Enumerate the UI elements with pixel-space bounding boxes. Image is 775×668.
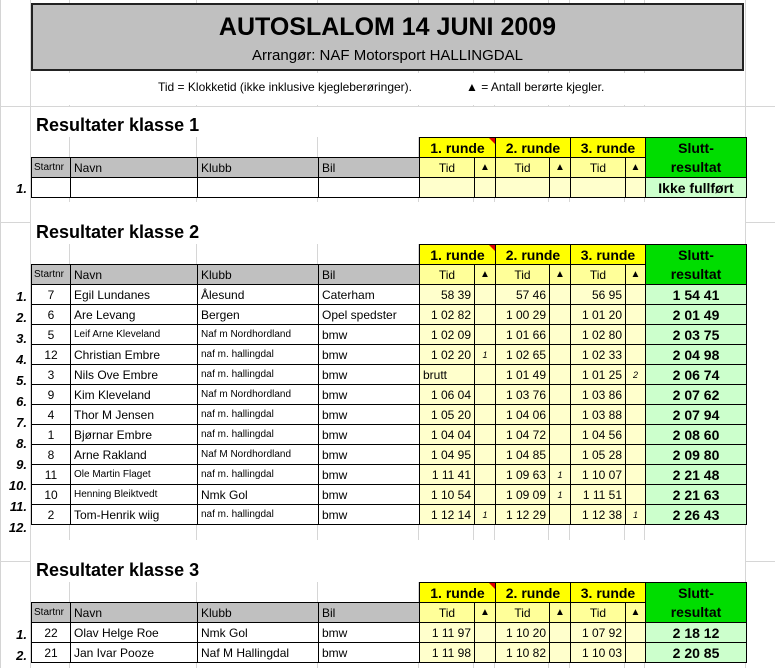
colheader-tid: Tid [420,603,475,623]
startnr-cell[interactable]: 10 [32,485,71,505]
colheader-tid: Tid [496,265,550,285]
result-cell[interactable]: 2 18 12 [646,623,747,643]
tid-cell[interactable]: 1 11 51 [571,485,626,505]
tid-cell[interactable]: 1 01 66 [496,325,550,345]
header-runde3: 3. runde [571,583,646,603]
klubb-cell[interactable]: Nmk Gol [198,485,319,505]
cone-count-cell[interactable] [550,365,571,385]
table-row [32,285,747,305]
rank-label: 1. [16,627,27,642]
bil-cell[interactable]: bmw [319,485,420,505]
startnr-cell[interactable] [32,178,71,198]
cone-count-cell[interactable]: 1 [550,465,571,485]
cone-count-cell[interactable] [475,465,496,485]
tid-cell[interactable]: 1 10 54 [420,485,475,505]
tid-cell[interactable]: 1 04 04 [420,425,475,445]
tid-cell[interactable]: brutt [420,365,475,385]
bil-cell[interactable]: bmw [319,385,420,405]
table-row [32,365,747,385]
startnr-cell[interactable]: 3 [32,365,71,385]
table-row [32,445,747,465]
title-box [31,3,744,71]
bil-cell[interactable]: bmw [319,445,420,465]
rank-label: 5. [16,373,27,388]
table-row [32,623,747,643]
tid-cell[interactable]: 1 02 09 [420,325,475,345]
cone-icon: ▲ [626,158,646,178]
header-slutt-label: Slutt- resultat [670,584,722,620]
tid-cell[interactable]: 1 12 29 [496,505,550,525]
startnr-cell[interactable]: 2 [32,505,71,525]
section-title-klasse1: Resultater klasse 1 [36,115,200,135]
page-subtitle: Arrangør: NAF Motorsport HALLINGDAL [252,47,523,64]
tid-cell[interactable]: 1 12 38 [571,505,626,525]
tid-cell[interactable]: 1 04 56 [571,425,626,445]
cone-count-cell[interactable] [626,325,646,345]
tid-cell[interactable]: 1 05 20 [420,405,475,425]
startnr-cell[interactable]: 8 [32,445,71,465]
cone-count-cell[interactable] [626,643,646,663]
klubb-cell[interactable]: naf m. hallingdal [198,505,319,525]
cone-count-cell[interactable] [550,325,571,345]
page-title: AUTOSLALOM 14 JUNI 2009 [218,13,557,41]
result-cell[interactable]: 2 26 43 [646,505,747,525]
section-title-klasse2: Resultater klasse 2 [36,222,200,242]
cone-count-cell[interactable] [550,445,571,465]
tid-cell[interactable]: 1 04 72 [496,425,550,445]
startnr-cell[interactable]: 5 [32,325,71,345]
cone-count-cell[interactable] [550,405,571,425]
colheader-tid: Tid [420,265,475,285]
cone-count-cell[interactable] [475,405,496,425]
tid-cell[interactable]: 1 03 88 [571,405,626,425]
colheader-navn: Navn [71,265,198,285]
cone-count-cell[interactable] [475,285,496,305]
navn-cell[interactable]: Leif Arne Kleveland [71,325,198,345]
tid-cell[interactable]: 1 00 29 [496,305,550,325]
table-row [32,465,747,485]
navn-cell[interactable]: Thor M Jensen [71,405,198,425]
colheader-tid: Tid [496,158,550,178]
cone-count-cell[interactable] [475,325,496,345]
rank-label: 9. [16,457,27,472]
tid-cell[interactable]: 1 10 20 [496,623,550,643]
bil-cell[interactable]: bmw [319,643,420,663]
cone-count-cell[interactable] [475,425,496,445]
table-row [32,325,747,345]
rank-label: 2. [16,310,27,325]
results-table-klasse2 [31,244,747,525]
rank-label: 1. [16,181,27,196]
cone-count-cell[interactable]: 2 [626,365,646,385]
tid-cell[interactable]: 1 04 06 [496,405,550,425]
startnr-cell[interactable]: 4 [32,405,71,425]
colheader-klubb: Klubb [198,265,319,285]
startnr-cell[interactable]: 11 [32,465,71,485]
section-title-klasse3: Resultater klasse 3 [36,560,200,580]
navn-cell[interactable]: Bjørnar Embre [71,425,198,445]
navn-cell[interactable]: Henning Bleiktvedt [71,485,198,505]
rank-label: 10. [8,478,27,493]
result-cell[interactable]: 2 21 63 [646,485,747,505]
cone-count-cell[interactable] [475,385,496,405]
rank-label: 1. [16,289,27,304]
cone-icon: ▲ [550,603,571,623]
result-cell[interactable]: 2 01 49 [646,305,747,325]
table-row [32,505,747,525]
colheader-tid: Tid [571,265,626,285]
result-cell[interactable]: 1 54 41 [646,285,747,305]
cone-icon: ▲ [626,265,646,285]
header-runde2: 2. runde [496,245,571,265]
cone-count-cell[interactable]: 1 [475,505,496,525]
klubb-cell[interactable]: naf m. hallingdal [198,405,319,425]
colheader-startnr: Startnr [32,265,71,285]
header-slutt [646,138,747,178]
bil-cell[interactable]: bmw [319,505,420,525]
cone-count-cell[interactable] [626,305,646,325]
cone-count-cell[interactable] [626,385,646,405]
cone-count-cell[interactable] [626,485,646,505]
tid-cell[interactable]: 1 04 85 [496,445,550,465]
tid-cell[interactable] [420,178,475,198]
startnr-cell[interactable]: 21 [32,643,71,663]
tid-cell[interactable]: 1 07 92 [571,623,626,643]
cone-count-cell[interactable] [626,465,646,485]
result-cell[interactable]: 2 03 75 [646,325,747,345]
result-cell[interactable]: 2 21 48 [646,465,747,485]
startnr-cell[interactable]: 22 [32,623,71,643]
header-runde1: 1. runde [420,583,496,603]
table-row [32,385,747,405]
tid-cell[interactable]: 1 10 03 [571,643,626,663]
results-table-klasse3 [31,582,747,663]
cone-count-cell[interactable] [626,178,646,198]
header-runde1: 1. runde [420,138,496,158]
header-runde3: 3. runde [571,138,646,158]
cone-count-cell[interactable] [550,385,571,405]
bil-cell[interactable]: Caterham [319,285,420,305]
bil-cell[interactable]: bmw [319,405,420,425]
header-slutt [646,583,747,623]
colheader-navn: Navn [71,158,198,178]
tid-cell[interactable]: 58 39 [420,285,475,305]
cone-icon: ▲ [550,158,571,178]
klubb-cell[interactable]: Naf m Nordhordland [198,325,319,345]
tid-cell[interactable]: 1 03 86 [571,385,626,405]
klubb-cell[interactable]: naf m. hallingdal [198,425,319,445]
note-kjegler: ▲ = Antall berørte kjegler. [466,80,605,94]
klubb-cell[interactable]: Bergen [198,305,319,325]
result-cell[interactable]: 2 07 94 [646,405,747,425]
klubb-cell[interactable]: naf m. hallingdal [198,465,319,485]
colheader-bil: Bil [319,158,420,178]
navn-cell[interactable]: Tom-Henrik wiig [71,505,198,525]
result-cell[interactable]: Ikke fullført [646,178,747,198]
table-row [32,345,747,365]
tid-cell[interactable]: 1 09 09 [496,485,550,505]
cone-count-cell[interactable] [475,365,496,385]
startnr-cell[interactable]: 6 [32,305,71,325]
cone-icon: ▲ [475,158,496,178]
cone-count-cell[interactable]: 1 [626,505,646,525]
table-row [32,305,747,325]
header-runde2: 2. runde [496,583,571,603]
tid-cell[interactable]: 1 04 95 [420,445,475,465]
cone-icon: ▲ [475,603,496,623]
colheader-klubb: Klubb [198,603,319,623]
navn-cell[interactable]: Olav Helge Roe [71,623,198,643]
bil-cell[interactable]: bmw [319,345,420,365]
results-table-klasse1 [31,137,747,198]
table-row [32,178,747,198]
cone-count-cell[interactable] [626,445,646,465]
rank-label: 8. [16,436,27,451]
cone-count-cell[interactable] [475,445,496,465]
bil-cell[interactable]: bmw [319,623,420,643]
tid-cell[interactable]: 1 02 65 [496,345,550,365]
header-slutt-label: Slutt- resultat [670,246,722,282]
cone-count-cell[interactable] [475,305,496,325]
rank-label: 3. [16,331,27,346]
navn-cell[interactable]: Egil Lundanes [71,285,198,305]
tid-cell[interactable]: 1 01 20 [571,305,626,325]
cone-count-cell[interactable] [550,425,571,445]
tid-cell[interactable]: 1 01 49 [496,365,550,385]
navn-cell[interactable]: Nils Ove Embre [71,365,198,385]
cone-count-cell[interactable] [550,505,571,525]
cone-count-cell[interactable] [626,405,646,425]
header-runde2: 2. runde [496,138,571,158]
klubb-cell[interactable]: naf m. hallingdal [198,365,319,385]
header-runde3: 3. runde [571,245,646,265]
bil-cell[interactable]: bmw [319,365,420,385]
result-cell[interactable]: 2 06 74 [646,365,747,385]
rank-label: 4. [16,352,27,367]
colheader-klubb: Klubb [198,158,319,178]
cone-count-cell[interactable] [626,285,646,305]
table-row [32,405,747,425]
klubb-cell[interactable]: Naf m Nordhordland [198,385,319,405]
bil-cell[interactable]: bmw [319,465,420,485]
tid-cell[interactable]: 57 46 [496,285,550,305]
colheader-tid: Tid [496,603,550,623]
tid-cell[interactable]: 1 09 63 [496,465,550,485]
klubb-cell[interactable] [198,178,319,198]
cone-count-cell[interactable] [475,643,496,663]
navn-cell[interactable]: Jan Ivar Pooze [71,643,198,663]
tid-cell[interactable] [496,178,550,198]
bil-cell[interactable]: Opel spedster [319,305,420,325]
tid-cell[interactable]: 1 02 20 [420,345,475,365]
cone-count-cell[interactable]: 1 [550,485,571,505]
tid-cell[interactable]: 1 05 28 [571,445,626,465]
navn-cell[interactable]: Are Levang [71,305,198,325]
cone-count-cell[interactable] [475,623,496,643]
tid-cell[interactable] [571,178,626,198]
cone-count-cell[interactable] [550,345,571,365]
header-slutt-label: Slutt- resultat [670,139,722,175]
colheader-tid: Tid [571,603,626,623]
table-row [32,643,747,663]
cone-icon: ▲ [626,603,646,623]
rank-label: 2. [16,648,27,663]
klubb-cell[interactable]: Naf M Hallingdal [198,643,319,663]
cone-count-cell[interactable]: 1 [475,345,496,365]
colheader-bil: Bil [319,265,420,285]
tid-cell[interactable]: 1 10 07 [571,465,626,485]
tid-cell[interactable]: 1 03 76 [496,385,550,405]
result-cell[interactable]: 2 08 60 [646,425,747,445]
bil-cell[interactable] [319,178,420,198]
result-cell[interactable]: 2 04 98 [646,345,747,365]
colheader-startnr: Startnr [32,603,71,623]
table-row [32,425,747,445]
tid-cell[interactable]: 1 12 14 [420,505,475,525]
klubb-cell[interactable]: Naf M Nordhordland [198,445,319,465]
klubb-cell[interactable]: Nmk Gol [198,623,319,643]
cone-icon: ▲ [550,265,571,285]
rank-label: 11. [9,499,27,514]
navn-cell[interactable]: Arne Rakland [71,445,198,465]
startnr-cell[interactable]: 1 [32,425,71,445]
navn-cell[interactable]: Christian Embre [71,345,198,365]
result-cell[interactable]: 2 09 80 [646,445,747,465]
tid-cell[interactable]: 1 10 82 [496,643,550,663]
colheader-tid: Tid [571,158,626,178]
colheader-startnr: Startnr [32,158,71,178]
rank-label: 7. [16,415,27,430]
cone-count-cell[interactable] [550,623,571,643]
navn-cell[interactable]: Ole Martin Flaget [71,465,198,485]
startnr-cell[interactable]: 12 [32,345,71,365]
cone-icon: ▲ [475,265,496,285]
cone-count-cell[interactable] [626,345,646,365]
tid-cell[interactable]: 1 11 97 [420,623,475,643]
note-tid: Tid = Klokketid (ikke inklusive kjegleberøringer). [158,80,412,94]
cone-count-cell[interactable] [550,285,571,305]
colheader-navn: Navn [71,603,198,623]
table-row [32,485,747,505]
cone-count-cell[interactable] [626,425,646,445]
tid-cell[interactable]: 1 06 04 [420,385,475,405]
tid-cell[interactable]: 1 02 82 [420,305,475,325]
cone-count-cell[interactable] [475,178,496,198]
tid-cell[interactable]: 56 95 [571,285,626,305]
rank-label: 12. [8,520,27,535]
cone-count-cell[interactable] [475,485,496,505]
tid-cell[interactable]: 1 02 80 [571,325,626,345]
bil-cell[interactable]: bmw [319,325,420,345]
colheader-tid: Tid [420,158,475,178]
cone-count-cell[interactable] [550,178,571,198]
startnr-cell[interactable]: 7 [32,285,71,305]
cone-count-cell[interactable] [626,623,646,643]
header-slutt [646,245,747,285]
tid-cell[interactable]: 1 11 41 [420,465,475,485]
rank-label: 6. [16,394,27,409]
tid-cell[interactable]: 1 01 25 [571,365,626,385]
result-cell[interactable]: 2 07 62 [646,385,747,405]
header-runde1: 1. runde [420,245,496,265]
cone-count-cell[interactable] [550,305,571,325]
bil-cell[interactable]: bmw [319,425,420,445]
cone-count-cell[interactable] [550,643,571,663]
result-cell[interactable]: 2 20 85 [646,643,747,663]
colheader-bil: Bil [319,603,420,623]
tid-cell[interactable]: 1 11 98 [420,643,475,663]
startnr-cell[interactable]: 9 [32,385,71,405]
tid-cell[interactable]: 1 02 33 [571,345,626,365]
navn-cell[interactable] [71,178,198,198]
klubb-cell[interactable]: naf m. hallingdal [198,345,319,365]
klubb-cell[interactable]: Ålesund [198,285,319,305]
navn-cell[interactable]: Kim Kleveland [71,385,198,405]
